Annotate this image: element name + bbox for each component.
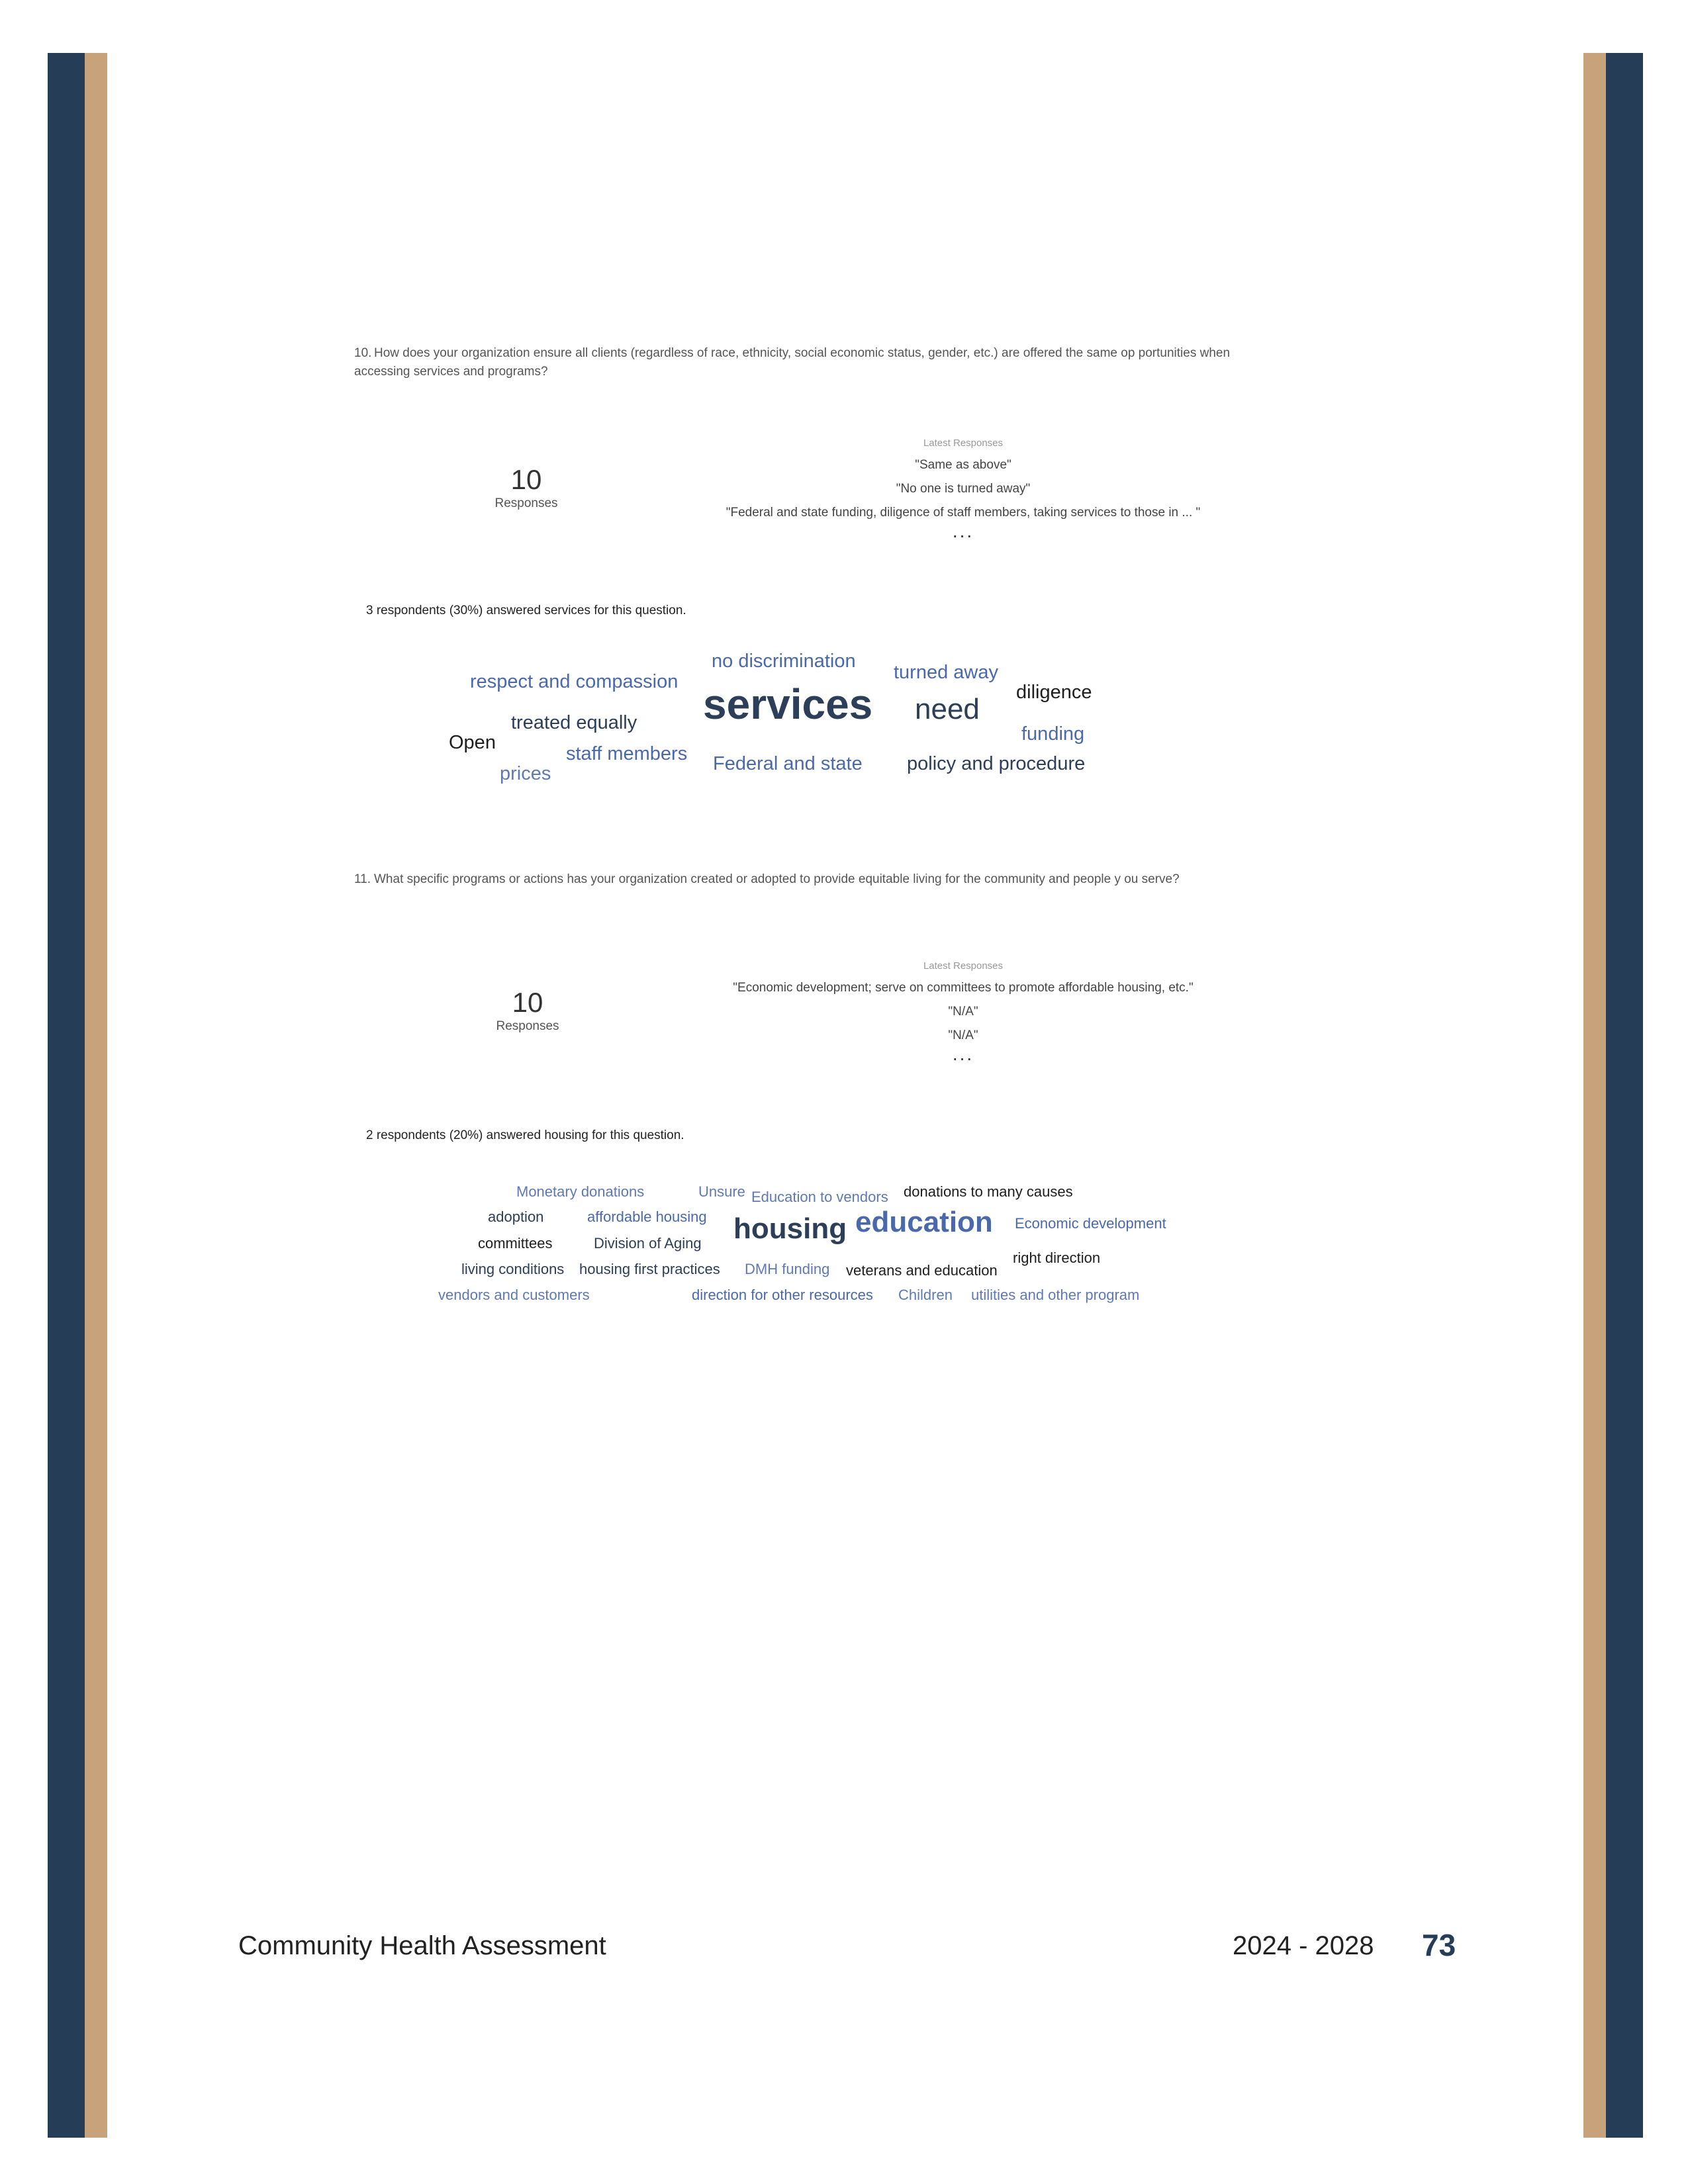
cloud-word: right direction [1013, 1250, 1101, 1266]
question-text: How does your organization ensure all clients (regardless of race, ethnicity, social economic status, gender, etc.) are offered the same op portunities when accessing services and programs? [354, 346, 1231, 379]
cloud-word: direction for other resources [692, 1287, 873, 1303]
latest-responses-title: Latest Responses [923, 960, 1004, 972]
cloud-word: Unsure [698, 1183, 745, 1200]
cloud-word: Division of Aging [594, 1235, 702, 1251]
cloud-word: staff members [566, 743, 688, 764]
cloud-word: Children [898, 1287, 953, 1303]
cloud-word: vendors and customers [438, 1287, 590, 1303]
left-navy-bar [48, 53, 85, 2138]
response-count-q10 [460, 463, 592, 511]
question-number: 10. [354, 346, 372, 360]
latest-response: "Federal and state funding, diligence of staff members, taking services to those in ... " [726, 506, 1201, 520]
cloud-word: diligence [1016, 682, 1092, 703]
cloud-word: donations to many causes [904, 1183, 1073, 1200]
cloud-word: services [703, 680, 873, 728]
right-navy-bar [1606, 53, 1643, 2138]
cloud-word: veterans and education [846, 1262, 998, 1279]
cloud-word: education [855, 1206, 993, 1238]
left-tan-bar [85, 53, 107, 2138]
cloud-word: living conditions [461, 1261, 565, 1277]
latest-response: "N/A" [948, 1028, 978, 1042]
page-number: 73 [1422, 1928, 1456, 1962]
question-10 [354, 344, 1241, 381]
response-count-q11 [461, 986, 594, 1034]
cloud-word: treated equally [511, 712, 637, 733]
cloud-word: DMH funding [745, 1261, 830, 1277]
cloud-word: housing [733, 1212, 847, 1245]
count-label: Responses [496, 1019, 559, 1033]
question-number: 11. [354, 872, 371, 886]
cloud-word: Economic development [1015, 1215, 1166, 1232]
cloud-word: funding [1021, 723, 1085, 745]
cloud-word: Education to vendors [751, 1189, 888, 1205]
cloud-word: policy and procedure [907, 753, 1086, 774]
latest-response: "No one is turned away" [896, 482, 1031, 496]
latest-responses-q11 [665, 956, 1261, 1064]
latest-responses-q10 [665, 433, 1261, 541]
count-label: Responses [494, 496, 558, 510]
cloud-word: committees [478, 1235, 553, 1251]
latest-response: "Same as above" [915, 458, 1011, 472]
count-number: 10 [512, 987, 543, 1018]
footer-title: Community Health Assessment [238, 1931, 606, 1960]
cloud-word: utilities and other program [971, 1287, 1140, 1303]
question-11 [354, 870, 1241, 889]
latest-response: "Economic development; serve on committees to promote affordable housing, etc." [733, 981, 1194, 995]
cloud-word: Open [449, 732, 496, 753]
answered-summary-q11: 2 respondents (20%) answered housing for this question. [366, 1128, 684, 1142]
cloud-word: need [915, 693, 980, 725]
right-tan-bar [1583, 53, 1606, 2138]
cloud-word: no discrimination [712, 651, 856, 672]
more-ellipsis[interactable]: ... [952, 1044, 974, 1064]
cloud-word: turned away [894, 662, 998, 683]
more-ellipsis[interactable]: ... [952, 521, 974, 541]
cloud-word: respect and compassion [470, 671, 679, 692]
latest-responses-title: Latest Responses [923, 437, 1004, 449]
cloud-word: adoption [488, 1208, 544, 1225]
cloud-word: affordable housing [587, 1208, 707, 1225]
footer-years: 2024 - 2028 [1233, 1931, 1374, 1960]
answered-summary-q10: 3 respondents (30%) answered services for this question. [366, 604, 686, 617]
cloud-word: Monetary donations [516, 1183, 645, 1200]
question-text: What specific programs or actions has your organization created or adopted to provide equitable living for the community and people y ou serve? [374, 872, 1180, 886]
cloud-word: prices [500, 763, 551, 784]
cloud-word: Federal and state [713, 753, 863, 774]
count-number: 10 [510, 464, 542, 495]
latest-response: "N/A" [948, 1005, 978, 1019]
cloud-word: housing first practices [579, 1261, 720, 1277]
